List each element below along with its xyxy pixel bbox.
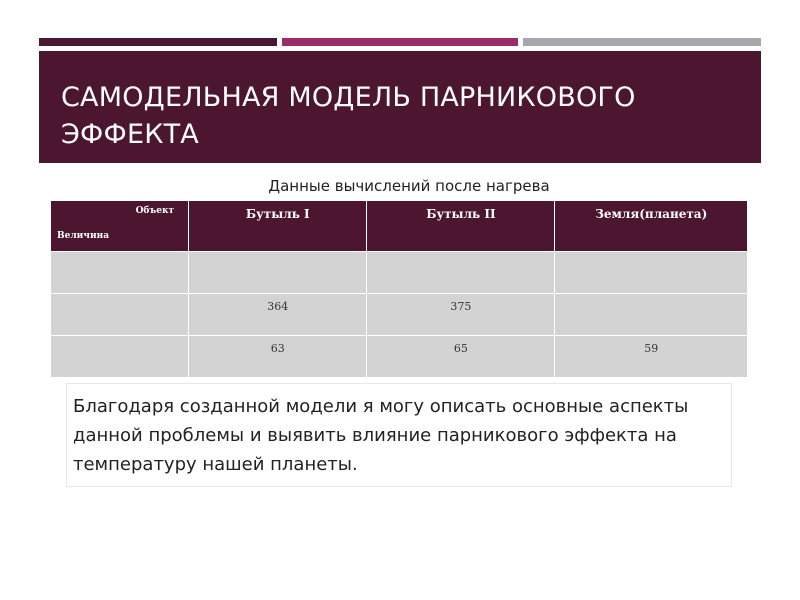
table-cell: 364 xyxy=(189,294,367,336)
table-row xyxy=(51,252,748,294)
column-header-earth: Земля(планета) xyxy=(555,201,748,252)
corner-label-quantity: Величина xyxy=(57,231,110,241)
row-label xyxy=(51,294,189,336)
data-table xyxy=(50,200,748,378)
table-cell: 63 xyxy=(189,336,367,378)
table-cell: 59 xyxy=(555,336,748,378)
row-label xyxy=(51,336,189,378)
accent-bar-magenta xyxy=(282,38,518,46)
title-banner xyxy=(39,51,761,163)
table-cell xyxy=(367,252,555,294)
column-header-bottle-1: Бутыль I xyxy=(189,201,367,252)
table-row xyxy=(51,336,748,378)
table-cell: 65 xyxy=(367,336,555,378)
table-caption: Данные вычислений после нагрева xyxy=(268,177,550,195)
column-header-bottle-2: Бутыль II xyxy=(367,201,555,252)
corner-label-object: Объект xyxy=(135,206,175,216)
slide-title: САМОДЕЛЬНАЯ МОДЕЛЬ ПАРНИКОВОГО ЭФФЕКТА xyxy=(61,82,636,150)
accent-bar-gray xyxy=(523,38,761,46)
table-cell xyxy=(555,294,748,336)
table-corner-cell xyxy=(51,201,189,252)
conclusion-text: Благодаря созданной модели я могу описать основные аспекты данной проблемы и выявить влияние парникового эффекта на температуру нашей планеты. xyxy=(66,383,732,487)
row-label xyxy=(51,252,189,294)
table-cell: 375 xyxy=(367,294,555,336)
table-cell xyxy=(189,252,367,294)
table-cell xyxy=(555,252,748,294)
accent-bar-dark xyxy=(39,38,277,46)
table-row xyxy=(51,294,748,336)
table-header-row xyxy=(51,201,748,252)
